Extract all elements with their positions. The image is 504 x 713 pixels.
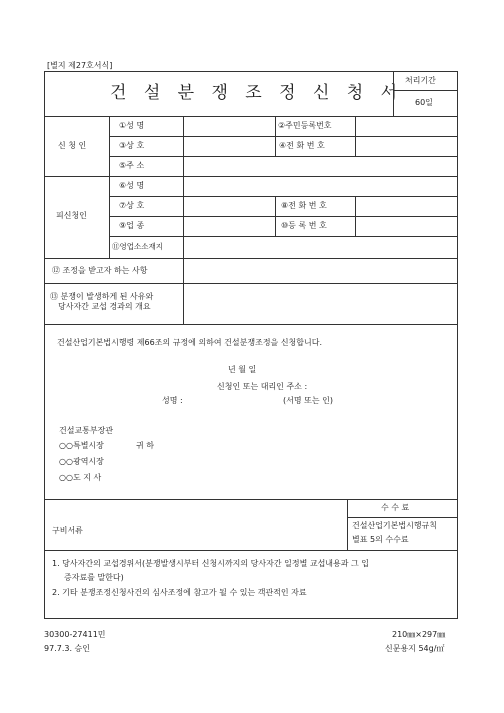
date-line: 년 월 일 [228, 365, 257, 374]
divider [44, 116, 458, 117]
respondent-business-label: ⑨업 종 [119, 221, 145, 230]
sign-note: (서명 또는 인) [283, 396, 333, 405]
divider [44, 550, 458, 551]
divider [109, 156, 458, 157]
recipient-special-city: ○○특별시장 [59, 441, 104, 450]
processing-label: 처리기간 [405, 76, 436, 85]
reason-label-line2: 당사자간 교섭 경과의 개요 [58, 302, 151, 311]
footer-paper-type: 신문용지 54g/㎡ [385, 644, 445, 653]
form-title: 건 설 분 쟁 조 정 신 청 서 [110, 83, 404, 103]
applicant-trade-label: ③상 호 [119, 141, 145, 150]
recipient-metro-city: ○○광역시장 [59, 457, 104, 466]
divider [44, 324, 458, 325]
application-statement: 건설산업기본법시행령 제66조의 규정에 의하여 건설분쟁조정을 신청합니다. [57, 338, 323, 347]
footer-paper-size: 210㎜×297㎜ [392, 630, 446, 639]
respondent-phone-label: ⑧전 화 번 호 [281, 201, 327, 210]
recipient-minister: 건설교통부장관 [59, 426, 114, 435]
divider [347, 517, 458, 518]
divider [44, 283, 458, 284]
required-docs-label: 구비서류 [52, 526, 83, 535]
divider [347, 499, 348, 550]
divider [393, 90, 458, 91]
recipient-honorific: 귀 하 [136, 441, 154, 450]
divider [393, 71, 394, 116]
respondent-section-label: 피신청인 [56, 211, 87, 220]
respondent-location-label: ⑪영업소소재지 [112, 242, 163, 251]
divider [109, 236, 458, 237]
divider [109, 136, 458, 137]
applicant-phone-label: ④전 화 번 호 [279, 141, 325, 150]
reason-label-line1: ⑬ 분쟁이 발생하게 된 사유와 [50, 292, 154, 301]
applicant-name-label: ①성 명 [119, 121, 145, 130]
applicant-address-line: 신청인 또는 대리인 주소 : [217, 382, 308, 391]
applicant-section-label: 신 청 인 [58, 141, 87, 150]
doc-item-2: 2. 기타 분쟁조정신청사건의 심사조정에 참고가 될 수 있는 객관적인 자료 [52, 588, 307, 597]
recipient-governor: ○○도 지 사 [59, 473, 102, 482]
respondent-trade-label: ⑦상 호 [119, 201, 145, 210]
sought-label: ⑫ 조정을 받고자 하는 사항 [52, 266, 148, 275]
form-number: [별지 제27호서식] [47, 61, 113, 70]
divider [109, 216, 458, 217]
doc-item-1-line2: 증자료를 말한다) [64, 573, 124, 582]
name-line: 성명 : [162, 396, 183, 405]
fee-rule-line2: 별표 5의 수수료 [352, 535, 409, 544]
applicant-address-label: ⑤주 소 [119, 161, 145, 170]
divider [109, 196, 458, 197]
fee-label: 수 수 료 [381, 503, 410, 512]
divider [44, 499, 458, 500]
divider [44, 176, 458, 177]
fee-rule-line1: 건설산업기본법시행규칙 [352, 521, 438, 530]
doc-item-1-line1: 1. 당사자간의 교섭경위서(분쟁발생시부터 신청시까지의 당사자간 일정별 교섭내용과 그 입 [52, 559, 370, 568]
respondent-reg-label: ⑩등 록 번 호 [281, 221, 327, 230]
applicant-rrn-label: ②주민등록번호 [278, 121, 332, 130]
footer-form-code: 30300-27411민 [44, 630, 106, 639]
footer-approval: 97.7.3. 승인 [44, 644, 90, 653]
processing-value: 60일 [415, 98, 433, 107]
divider [44, 258, 458, 259]
divider [183, 258, 184, 324]
respondent-name-label: ⑥성 명 [119, 181, 145, 190]
